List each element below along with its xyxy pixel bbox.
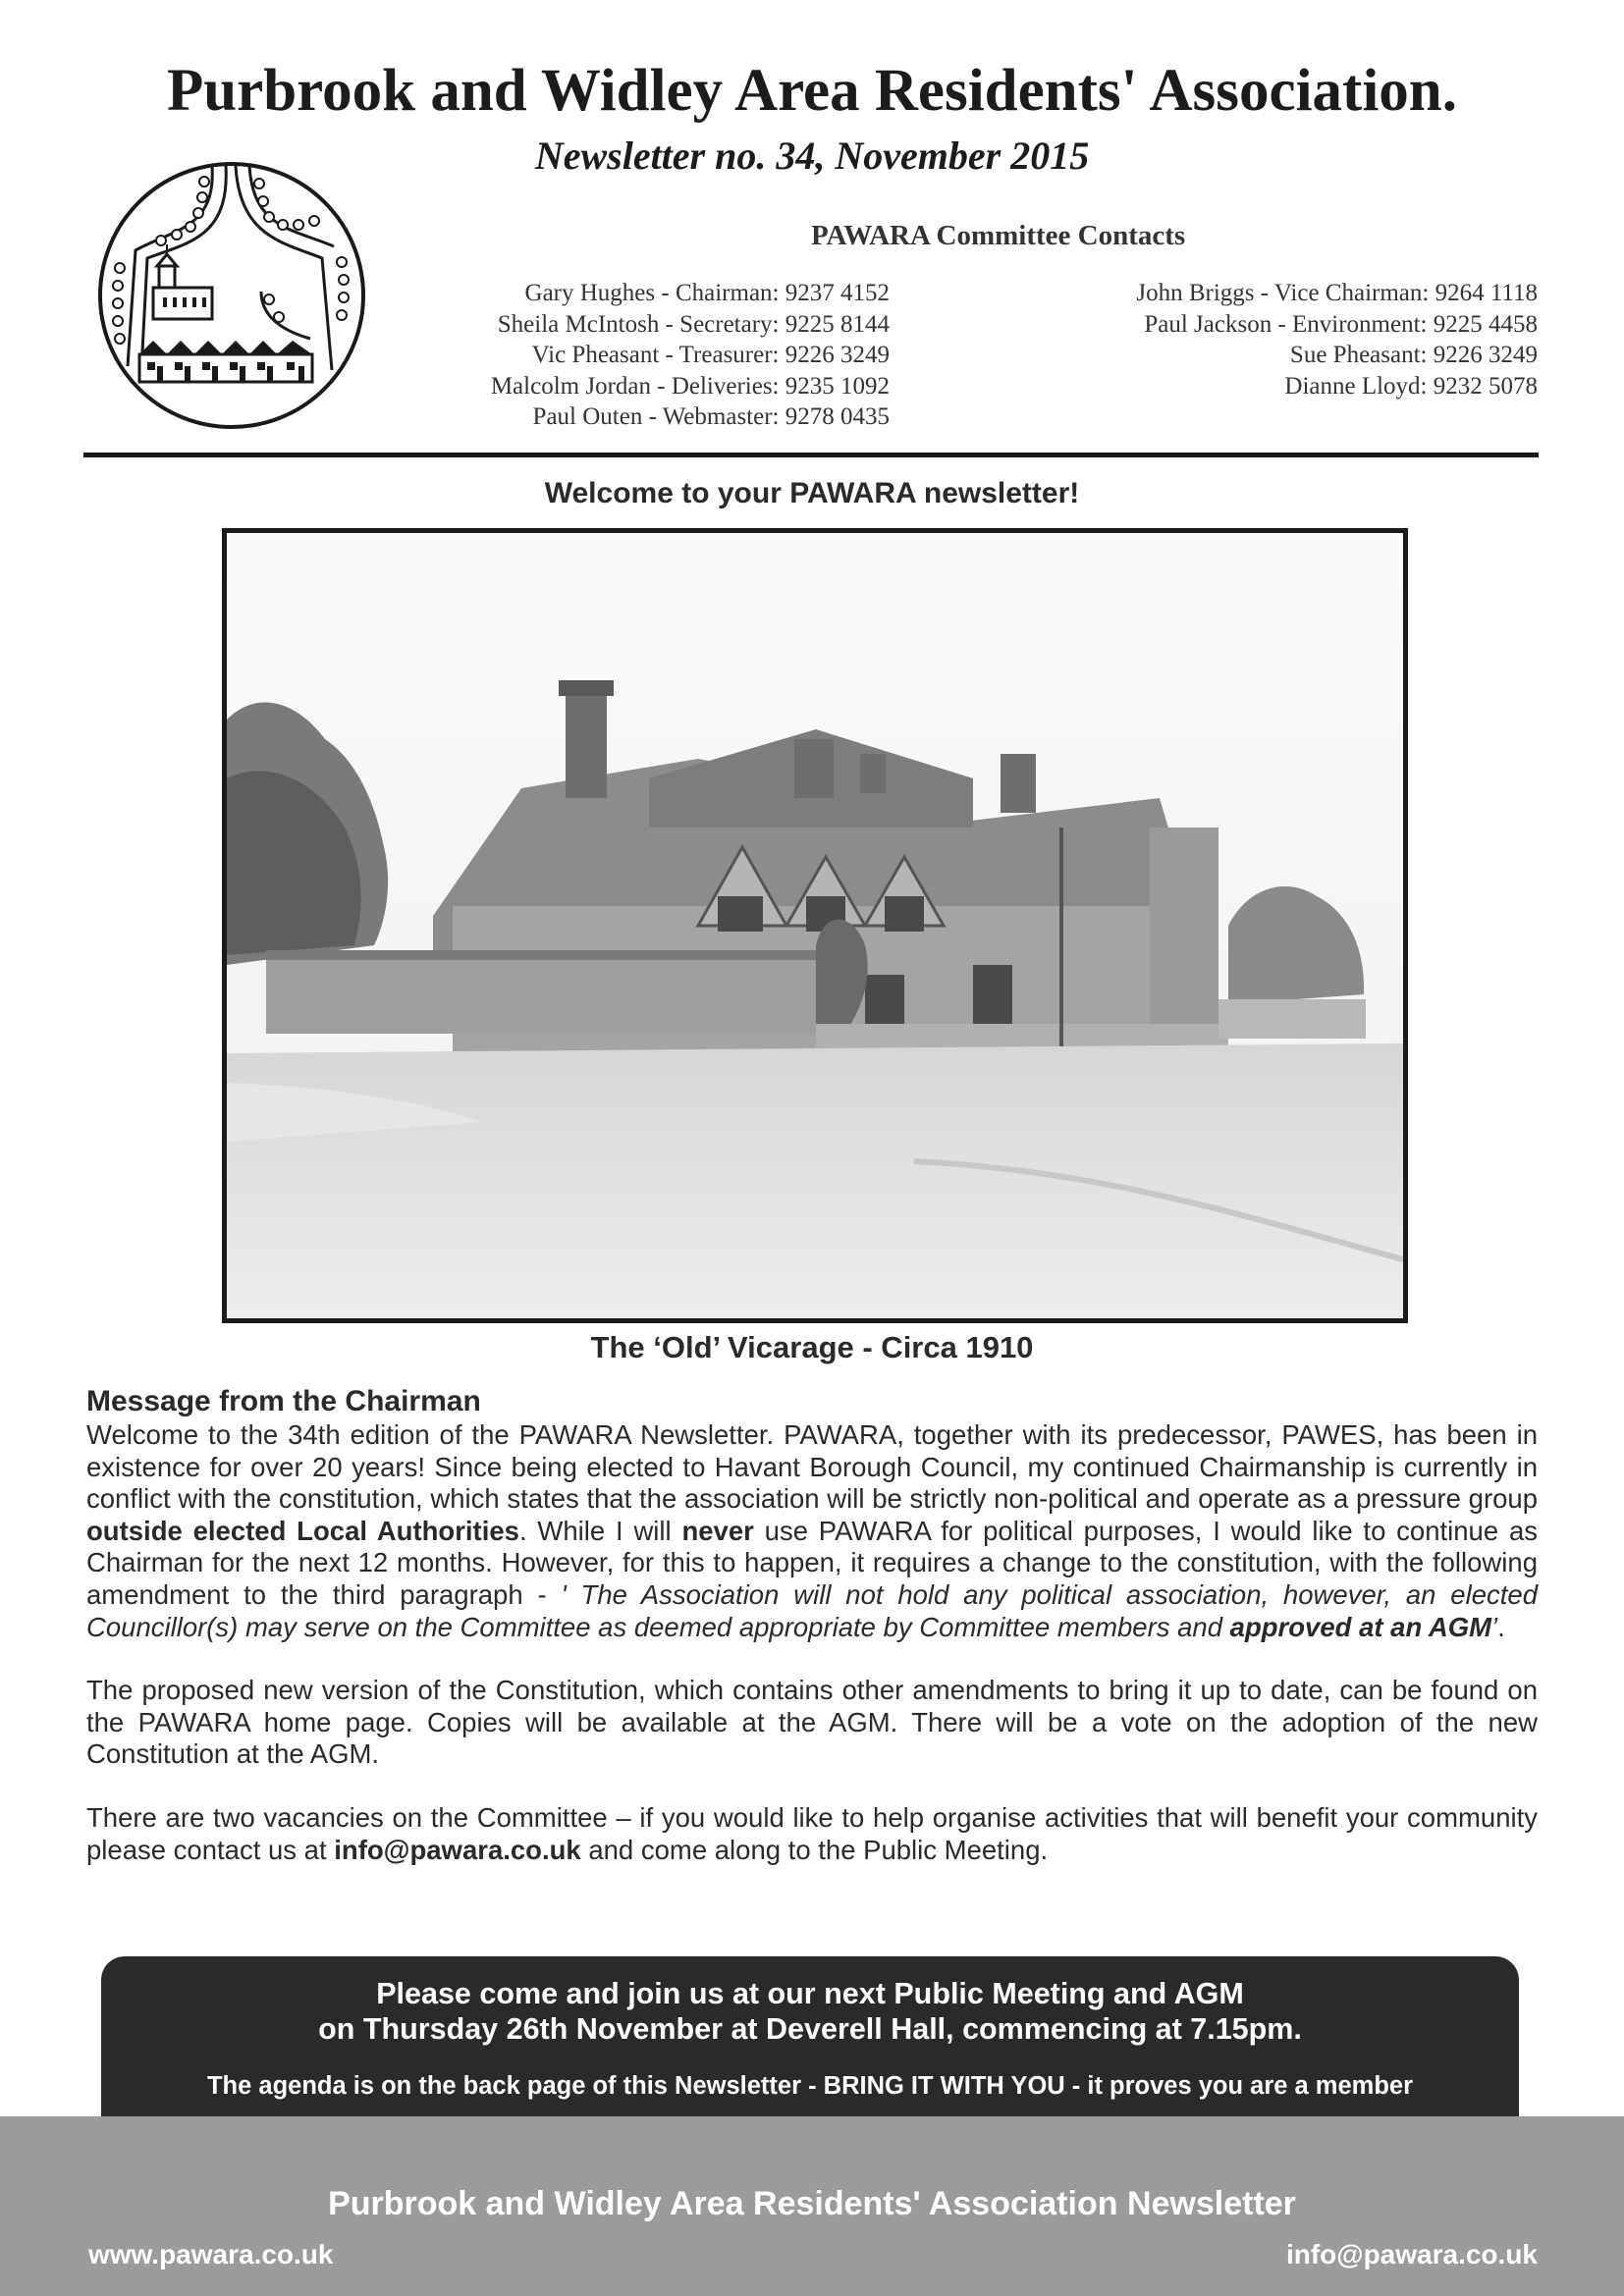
vicarage-photo — [222, 528, 1408, 1323]
contact-treasurer: Vic Pheasant - Treasurer: 9226 3249 — [531, 342, 890, 368]
contact-email-link[interactable]: info@pawara.co.uk — [334, 1834, 581, 1865]
contact-environment: Paul Jackson - Environment: 9225 4458 — [1144, 310, 1538, 338]
meeting-details-line: on Thursday 26th November at Deverell Hall, commencing at 7.15pm. — [318, 2012, 1302, 2046]
footer-website-link[interactable]: www.pawara.co.uk — [88, 2239, 334, 2269]
contact-deliveries: Malcolm Jordan - Deliveries: 9235 1092 — [490, 372, 890, 400]
newsletter-issue: Newsletter no. 34, November 2015 — [534, 133, 1090, 178]
contacts-left-column — [491, 278, 890, 433]
article-paragraph-1: Welcome to the 34th edition of the PAWARA Newsletter. PAWARA, together with its predecessor, PAWES, has been in existence for over 20 years! Since being elected to Havant Borough Council, my continued Chairmanship is currently in conflict with the constitution, which states that the association will be strictly non-political and operate as a pressure group outside elected Local Authorities. While I will never use PAWARA for political purposes, I would like to continue as Chairman for the next 12 months. However, for this to happen, it requires a change to the constitution, with the following amendment to the third paragraph - ' The Association will not hold any political association, however, an elected Councillor(s) may serve on the Committee as deemed appropriate by Committee members and approved at an AGM’. — [86, 1419, 1539, 1642]
article-heading: Message from the Chairman — [86, 1385, 481, 1417]
newsletter-title: Purbrook and Widley Area Residents' Association. — [167, 58, 1457, 124]
association-logo — [96, 160, 367, 431]
article-paragraph-2: The proposed new version of the Constitution, which contains other amendments to bring it up to date, can be found on the PAWARA home page. Copies will be available at the AGM. There will be a vote on the adoption of the new Constitution at the AGM. — [86, 1675, 1538, 1770]
photo-caption: The ‘Old’ Vicarage - Circa 1910 — [590, 1330, 1034, 1364]
header-divider — [83, 453, 1539, 457]
article-paragraph-3: There are two vacancies on the Committee – if you would like to help organise activities that will benefit your community please contact us at info@pawara.co.uk and come along to the Public Meeting. — [86, 1801, 1538, 1865]
contact-chairman: Gary Hughes - Chairman: 9237 4152 — [524, 280, 890, 306]
contacts-heading: PAWARA Committee Contacts — [811, 220, 1186, 251]
contact-secretary: Sheila McIntosh - Secretary: 9225 8144 — [497, 310, 890, 338]
contacts-right-column — [1136, 278, 1538, 401]
agenda-note: The agenda is on the back page of this Newsletter - BRING IT WITH YOU - it proves you are a member — [206, 2072, 1414, 2100]
contact-committee-member: Sue Pheasant: 9226 3249 — [1289, 342, 1538, 368]
meeting-banner — [101, 1956, 1519, 2138]
welcome-heading: Welcome to your PAWARA newsletter! — [544, 477, 1080, 509]
contact-vice-chairman: John Briggs - Vice Chairman: 9264 1118 — [1136, 280, 1538, 306]
footer-title: Purbrook and Widley Area Residents' Association Newsletter — [328, 2185, 1296, 2222]
footer — [0, 2116, 1624, 2296]
contact-committee-member: Dianne Lloyd: 9232 5078 — [1284, 372, 1538, 400]
meeting-invite-line: Please come and join us at our next Public Meeting and AGM — [376, 1977, 1244, 2010]
contact-webmaster: Paul Outen - Webmaster: 9278 0435 — [532, 403, 890, 430]
footer-email-link[interactable]: info@pawara.co.uk — [1285, 2239, 1538, 2269]
chairman-message — [86, 1384, 1538, 1897]
